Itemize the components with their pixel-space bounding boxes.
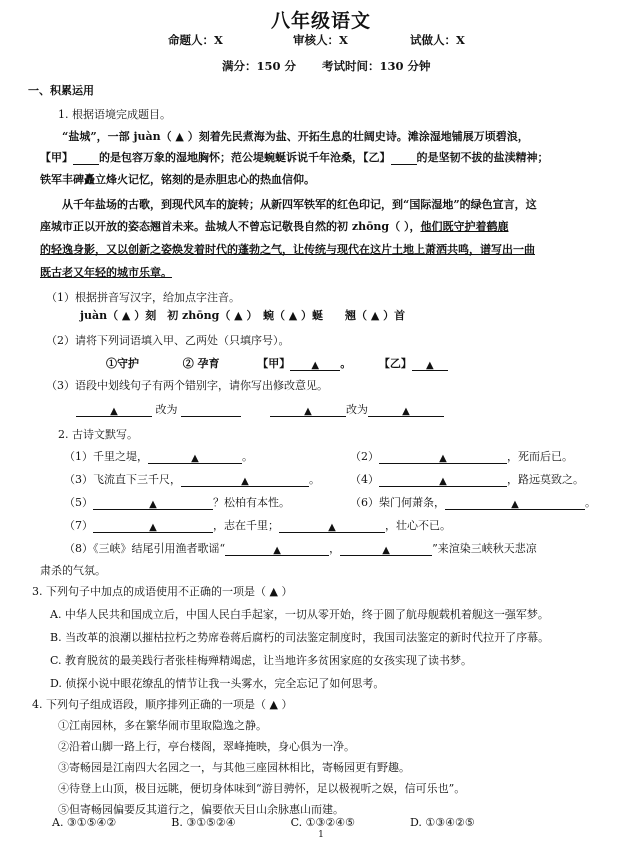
q4-sentence: ②沿着山脚一路上行，亭台楼阁，翠峰掩映，身心俱为一净。 bbox=[58, 740, 355, 753]
q1-paragraph-line: 从千年盐场的古歌，到现代风车的旋转；从新四军铁军的红色印记，到“国际湿地”的绿色宣言，这 bbox=[62, 198, 537, 211]
q1-paragraph-line: “盐城”，一部 juàn（ ▲ ）刻着先民煮海为盐、开拓生息的壮阔史诗。滩涂湿地铺展万顷碧浪， bbox=[62, 130, 529, 143]
setter-label: 命题人：X bbox=[168, 33, 223, 47]
q1-sub1-items: juàn（ ▲ ）刻 初 zhōng（ ▲ ） 蜿（ ▲ ）蜒 翘（ ▲ ）首 bbox=[80, 309, 406, 322]
poem-item-1: （1）千里之堤， ▲ 。 bbox=[64, 450, 253, 464]
q3-option-d: D. 侦探小说中眼花缭乱的情节让我一头雾水，完全忘记了如何思考。 bbox=[50, 677, 385, 690]
q1-sub2-label: （2）请将下列词语填入甲、乙两处（只填序号）。 bbox=[46, 334, 290, 347]
q3-option-c: C. 教育脱贫的最美践行者张桂梅殚精竭虑，让当地许多贫困家庭的女孩实现了读书梦。 bbox=[50, 654, 473, 667]
poem-item-8: （8）《三峡》结尾引用渔者歌谣“ ▲ ， ▲ ”来渲染三峡秋天悲凉 bbox=[64, 542, 537, 556]
q2-intro: 2. 古诗文默写。 bbox=[58, 428, 138, 441]
q1-sub2-options: ①守护 ② 孕育 【甲】 ▲ 。 【乙】 ▲ bbox=[106, 357, 614, 371]
q1-paragraph-line: 座城市正以开放的姿态翘首未来。盐城人不曾忘记敬畏自然的初 zhōng（ ），他们既守护着鹤鹿 bbox=[40, 220, 509, 233]
q4-stem: 4. 下列句子组成语段，顺序排列正确的一项是（ ▲ ） bbox=[32, 698, 293, 711]
q3-option-b: B. 当改革的浪潮以摧枯拉朽之势席卷蒋后腐朽的司法鉴定制度时，我国司法鉴定的新时代拉开了序幕。 bbox=[50, 631, 550, 644]
q1-sub3-answers: ▲ 改为 ▲ 改为 ▲ bbox=[76, 403, 614, 417]
q4-options: A. ③①⑤④② B. ③①⑤②④ C. ①③②④⑤ D. ①③④②⑤ bbox=[52, 816, 475, 829]
q1-sub1-label: （1）根据拼音写汉字，给加点字注音。 bbox=[46, 291, 240, 304]
q3-option-a: A. 中华人民共和国成立后，中国人民白手起家，一切从零开始，终于圆了航母舰载机着舰这一强军梦。 bbox=[50, 608, 549, 621]
page-number: 1 bbox=[318, 830, 324, 840]
score-label: 满分：150 分 bbox=[222, 59, 297, 73]
reviewer-label: 审核人：X bbox=[293, 33, 348, 47]
poem-item-3: （3）飞流直下三千尺， ▲ 。 bbox=[64, 473, 320, 487]
poem-item-5: （5） ▲ ？松柏有本性。 bbox=[64, 496, 290, 510]
q1-paragraph-line: 铁军丰碑矗立烽火记忆，铭刻的是赤胆忠心的热血信仰。 bbox=[40, 173, 315, 186]
q4-sentence: ③寄畅园是江南四大名园之一，与其他三座园林相比，寄畅园更有野趣。 bbox=[58, 761, 410, 774]
q4-sentence: ⑤但寄畅园偏要反其道行之，偏要依天目山余脉惠山而建。 bbox=[58, 803, 344, 816]
q1-underlined-sentence: 的轻逸身影，又以创新之姿焕发着时代的蓬勃之气，让传统与现代在这片土地上萧洒共鸣，谱写出一曲 bbox=[40, 243, 535, 256]
q3-stem: 3. 下列句子中加点的成语使用不正确的一项是（ ▲ ） bbox=[32, 585, 293, 598]
poem-item-7: （7） ▲ ，志在千里； ▲ ，壮心不已。 bbox=[64, 519, 451, 533]
q4-sentence: ①江南园林，多在繁华闹市里取隐逸之静。 bbox=[58, 719, 267, 732]
tester-label: 试做人：X bbox=[410, 33, 465, 47]
poem-item-6: （6）柴门何萧条， ▲ 。 bbox=[350, 496, 596, 510]
section-heading: 一、积累运用 bbox=[28, 84, 94, 97]
q1-underlined-sentence: 既古老又年轻的城市乐章。 bbox=[40, 266, 172, 279]
q1-paragraph-line: 【甲】 的是包容万象的湿地胸怀；范公堤蜿蜒诉说千年沧桑，【乙】 的是坚韧不拔的盐渎精神； bbox=[40, 151, 549, 164]
q1-sub3-label: （3）语段中划线句子有两个错别字，请你写出修改意见。 bbox=[46, 379, 328, 392]
poem-item-4: （4） ▲ ，路远莫致之。 bbox=[350, 473, 584, 487]
q1-intro: 1. 根据语境完成题目。 bbox=[58, 108, 171, 121]
q4-sentence: ④待登上山顶，极目远眺，便切身体味到“游目骋怀，足以极视听之娱，信可乐也”。 bbox=[58, 782, 466, 795]
poem-item-2: （2） ▲ ，死而后已。 bbox=[350, 450, 573, 464]
time-label: 考试时间：130 分钟 bbox=[322, 59, 431, 73]
exam-title: 八年级语文 bbox=[270, 10, 371, 32]
poem-item-8-cont: 肃杀的气氛。 bbox=[40, 564, 106, 577]
